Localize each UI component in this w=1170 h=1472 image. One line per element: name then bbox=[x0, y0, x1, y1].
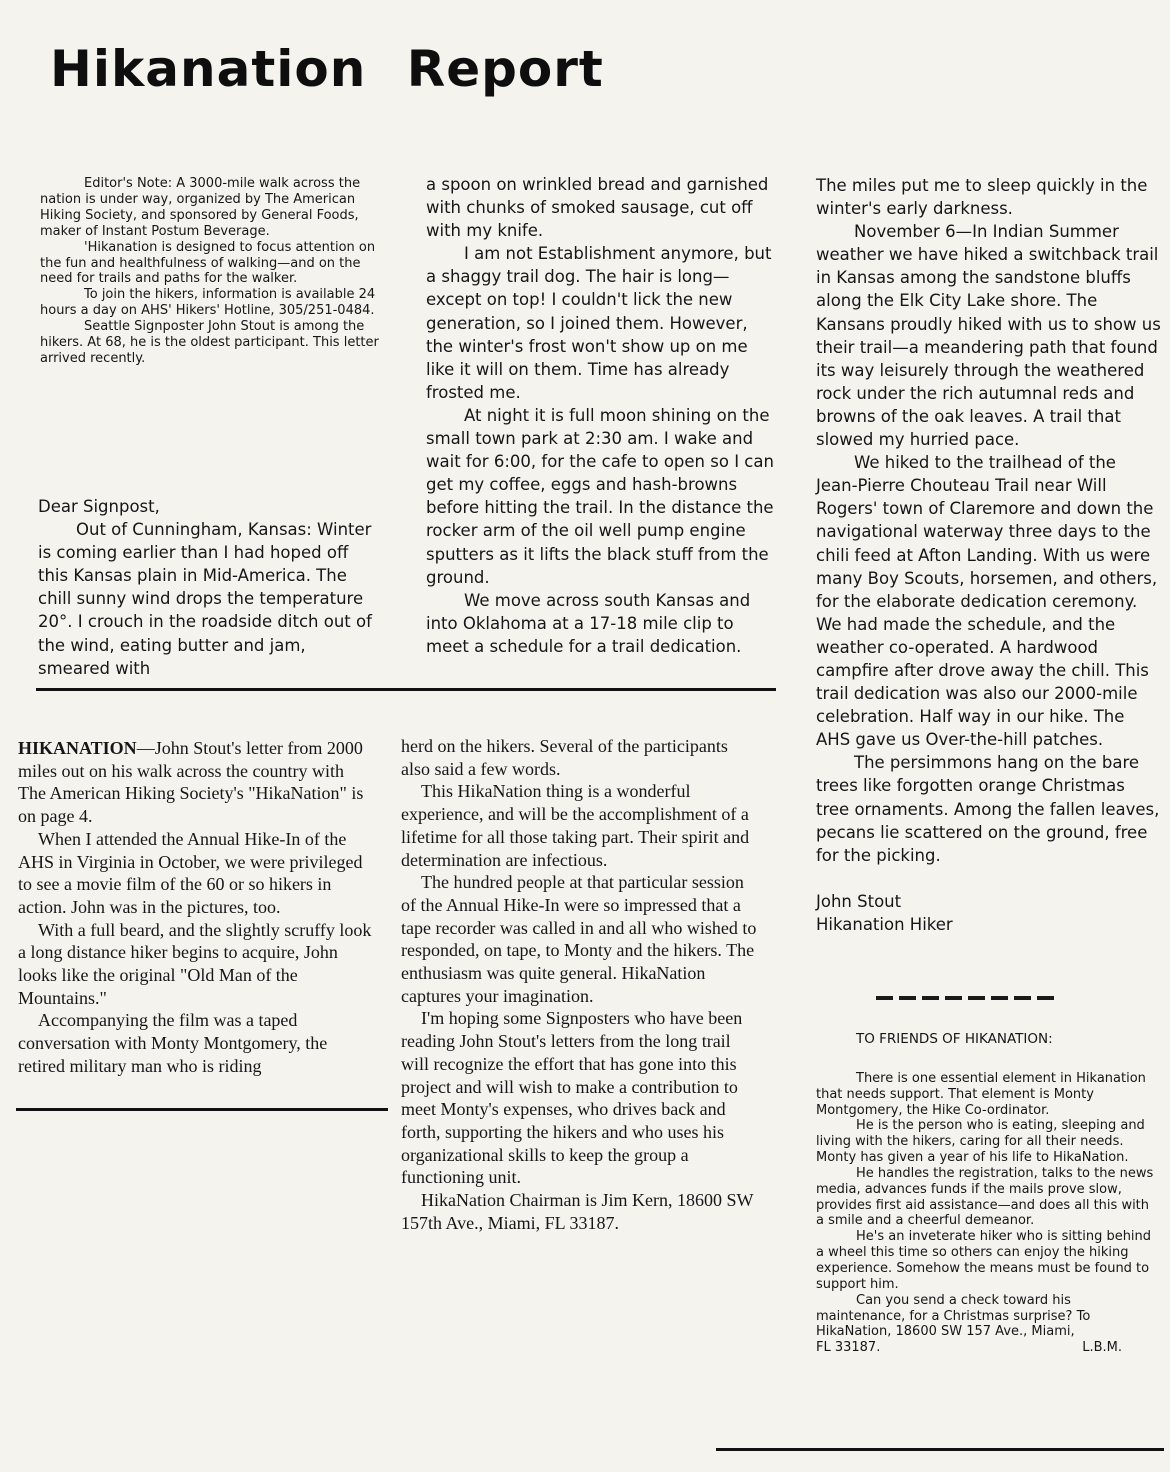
paragraph: We move across south Kansas and into Oklahoma at a 17-18 mile clip to meet a schedule for a trail dedication. bbox=[426, 590, 751, 656]
paragraph: a spoon on wrinkled bread and garnished with chunks of smoked sausage, cut off with my knife. bbox=[426, 175, 769, 241]
paragraph: The miles put me to sleep quickly in the winter's early darkness. bbox=[816, 176, 1148, 219]
friends-heading: TO FRIENDS OF HIKANATION: bbox=[856, 1031, 1053, 1047]
friends-appeal bbox=[816, 1032, 1160, 1356]
editors-note bbox=[40, 176, 388, 367]
paragraph: He is the person who is eating, sleeping and living with the hikers, caring for all their needs. Monty has given a year of his life to HikaNation. bbox=[816, 1118, 1145, 1166]
friends-body bbox=[816, 1071, 1160, 1340]
bottom-rule bbox=[716, 1448, 1164, 1451]
letter-column-1 bbox=[38, 495, 376, 680]
paragraph: At night it is full moon shining on the small town park at 2:30 am. I wake and wait for 6:00, for the cafe to open so I can get my coffee, eggs and hash-browns before hitting the trail. In the distance the rocker arm of the oil well pump engine sputters as it lifts the black stuff from the ground. bbox=[426, 405, 774, 587]
letter-salutation: Dear Signpost, bbox=[38, 497, 160, 516]
paragraph: With a full beard, and the slightly scruffy look a long distance hiker begins to acquire, John looks like the original "Old Man of the Mountains." bbox=[18, 919, 372, 1008]
signature-title: Hikanation Hiker bbox=[816, 914, 953, 934]
friends-last-line: FL 33187. bbox=[816, 1340, 881, 1356]
column-item-2 bbox=[401, 735, 761, 1234]
paragraph: Seattle Signposter John Stout is among the hikers. At 68, he is the oldest participant. This letter arrived recently. bbox=[40, 319, 379, 366]
column-item-1-body bbox=[18, 828, 376, 1078]
paragraph: He handles the registration, talks to the news media, advances funds if the mails prove slow, provides first aid assistance—and does all this with a smile and a cheerful demeanor. bbox=[816, 1165, 1154, 1229]
friends-signoff bbox=[816, 1340, 1160, 1356]
paragraph: Accompanying the film was a taped conversation with Monty Montgomery, the retired military man who is riding bbox=[18, 1010, 328, 1076]
paragraph: The hundred people at that particular session of the Annual Hike-In were so impressed that a tape recorder was called in and all who wished to responded, on tape, to Monty and the hikers. The enthusiasm was quite general. HikaNation captures your imagination. bbox=[401, 872, 757, 1006]
paragraph: This HikaNation thing is a wonderful experience, and will be the accomplishment of a lifetime for all those taking part. Their spirit and determination are infectious. bbox=[401, 781, 750, 870]
paragraph: I'm hoping some Signposters who have been reading John Stout's letters from the long trail will recognize the effort that has gone into this project and will wish to make a contribution to meet Monty's expenses, who drives back and forth, supporting the hikers and who uses his organizational skills to keep the group a functioning unit. bbox=[401, 1008, 743, 1188]
paragraph: He's an inveterate hiker who is sitting behind a wheel this time so others can enjoy the hiking experience. Somehow the means must be found to support him. bbox=[816, 1229, 1152, 1292]
column-item-1 bbox=[18, 737, 376, 1078]
letter-column-3 bbox=[816, 174, 1162, 936]
paragraph: To join the hikers, information is available 24 hours a day on AHS' Hikers' Hotline, 305/251-0484. bbox=[40, 287, 376, 319]
dashed-divider bbox=[876, 996, 1054, 1000]
paragraph: HikaNation Chairman is Jim Kern, 18600 SW 157th Ave., Miami, FL 33187. bbox=[401, 1190, 754, 1233]
paragraph: When I attended the Annual Hike-In of the AHS in Virginia in October, we were privileged to see a movie film of the 60 or so hikers in action. John was in the pictures, too. bbox=[18, 828, 363, 917]
paragraph: November 6—In Indian Summer weather we have hiked a switchback trail in Kansas among the sandstone bluffs along the Elk City Lake shore. The Kansans proudly hiked with us to show us their trail—a meandering path that found its way leisurely through the weathered rock under the rich autumnal reds and browns of the oak leaves. A trail that slowed my hurried pace. bbox=[816, 222, 1161, 450]
paragraph: Can you send a check toward his maintenance, for a Christmas surprise? To HikaNation, 18600 SW 157 Ave., Miami, bbox=[816, 1292, 1091, 1340]
column-item-lead bbox=[18, 737, 376, 828]
paragraph: 'Hikanation is designed to focus attention on the fun and healthfulness of walking—and on the need for trails and paths for the walker. bbox=[40, 239, 376, 287]
page-title: Hikanation Report bbox=[50, 40, 604, 98]
letter-column-3-body bbox=[816, 174, 1162, 867]
paragraph: Editor's Note: A 3000-mile walk across the nation is under way, organized by The American Hiking Society, and sponsored by General Foods, maker of Instant Postum Beverage. bbox=[40, 176, 361, 239]
column-item-lead-text: —John Stout's letter from 2000 miles out on his walk across the country with The American Hiking Society's "HikaNation" is on page 4. bbox=[18, 738, 364, 827]
paragraph: The persimmons hang on the bare trees like forgotten orange Christmas tree ornaments. Among the fallen leaves, pecans lie scattered on the ground, free for the picking. bbox=[816, 753, 1160, 865]
letter-column-2 bbox=[426, 173, 776, 658]
paragraph: I am not Establishment anymore, but a shaggy trail dog. The hair is long—except on top! I couldn't lick the new generation, so I joined them. However, the winter's frost won't show up on me like it will on them. Time has already frosted me. bbox=[426, 244, 772, 402]
letter-column-1-body bbox=[38, 518, 376, 680]
friends-initials: L.B.M. bbox=[1082, 1340, 1122, 1356]
column-divider bbox=[16, 1108, 388, 1111]
paragraph: Out of Cunningham, Kansas: Winter is coming earlier than I had hoped off this Kansas plain in Mid-America. The chill sunny wind drops the temperature 20°. I crouch in the roadside ditch out of the wind, eating butter and jam, smeared with bbox=[38, 520, 372, 678]
section-divider bbox=[36, 688, 776, 691]
signature-name: John Stout bbox=[816, 891, 902, 911]
paragraph: There is one essential element in Hikanation that needs support. That element is Monty Montgomery, the Hike Co-ordinator. bbox=[816, 1070, 1146, 1118]
paragraph: herd on the hikers. Several of the participants also said a few words. bbox=[401, 736, 728, 779]
paragraph: We hiked to the trailhead of the Jean-Pierre Chouteau Trail near Will Rogers' town of Claremore and down the navigational waterway three days to the chili feed at Afton Landing. With us were many Boy Scouts, horsemen, and others, for the elaborate dedication ceremony. We had made the schedule, and the weather co-operated. A hardwood campfire after drove away the chill. This trail dedication was also our 2000-mile celebration. Half way in our hike. The AHS gave us Over-the-hill patches. bbox=[816, 453, 1158, 750]
column-item-lead-title: HIKANATION bbox=[18, 738, 137, 758]
